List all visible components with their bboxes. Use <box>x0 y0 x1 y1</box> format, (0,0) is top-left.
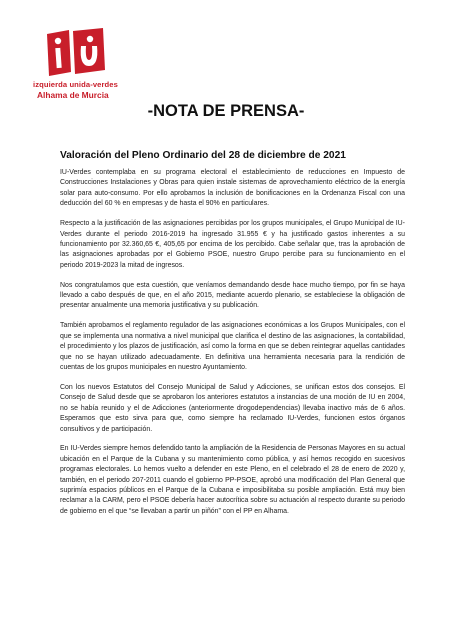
article-heading: Valoración del Pleno Ordinario del 28 de diciembre de 2021 <box>60 150 346 161</box>
paragraph: IU-Verdes contemplaba en su programa electoral el establecimiento de reducciones en Impuesto de Construcciones Instalaciones y Obras para quien instale sistemas de aprovechamiento eléctrico de la energía solar para auto-consumo. Por ello aprobamos la inclusión de bonificaciones en la Ordenanza Fiscal con una deducción del 60 % en empresas y de hasta el 90% en particulares. <box>60 169 405 208</box>
paragraph: Nos congratulamos que esta cuestión, que veníamos demandando desde hace mucho tiempo, por fin se haya llevado a cabo después de que, en el año 2015, mediante acuerdo plenario, se estableciese la obligación de presentar anualmente una memoria justificativa y su publicación. <box>60 281 405 310</box>
paragraph: En IU-Verdes siempre hemos defendido tanto la ampliación de la Residencia de Personas Mayores en su actual ubicación en el Parque de la Cubana y su mantenimiento como pública, y así hemos recogido en sucesivos programas electorales. Lo hemos vuelto a defender en este Pleno, en el celebrado el 28 de enero de 2020 y, también, en el periodo 207-2011 cuando el gobierno PP-PSOE, aprobó una modificación del Plan General que suprimía espacios públicos en el Parque de la Cubana e imposibilitaba su posible ampliación. Está muy bien reclamar a la CARM, pero el PSOE debería hacer autocrítica sobre su actuación al respecto durante su periodo de gobierno en el que “se llevaban a partir un piñón” con el PP en Alhama. <box>60 445 405 515</box>
paragraph: Con los nuevos Estatutos del Consejo Municipal de Salud y Adicciones, se unifican estos dos consejos. El Consejo de Salud desde que se aprobaron los anteriores estatutos a instancias de una moción de IU en 2004, no se había reunido y el de Adicciones (anteriormente drogodependencias) llevaba inactivo más de 6 años. Esperamos que esto sirva para que, como siempre ha reclamado IU-Verdes, funcionen estos órganos consultivos y de participación. <box>60 383 405 433</box>
organization-location: Alhama de Murcia <box>37 90 109 100</box>
paragraph: También aprobamos el reglamento regulador de las asignaciones económicas a los Grupos Municipales, con el que se implementa una normativa a nivel municipal que clarifica el destino de las asignaciones, la contabilidad, el procedimiento y los plazos de justificación, así como la forma en que se deben reintegrar aquellas cantidades que no se hayan utilizado adecuadamente. En definitiva una herramienta necesaria para la rendición de cuentas de los grupos municipales en nuestro Ayuntamiento. <box>60 322 405 371</box>
document-title: -NOTA DE PRENSA- <box>147 102 305 120</box>
article-body <box>60 168 405 527</box>
organization-logo <box>33 28 123 113</box>
iu-logo-icon <box>43 28 107 78</box>
organization-name: izquierda unida-verdes <box>33 80 118 89</box>
paragraph: Respecto a la justificación de las asignaciones percibidas por los grupos municipales, el Grupo Municipal de IU-Verdes durante el periodo 2016-2019 ha ingresado 31.955 € y ha justificado gastos inherentes a su funcionamiento por 32.360,65 €, 405,65 por encima de los percibido. Cabe señalar que, tras la aprobación de las asignaciones aprobadas por el Gobierno PSOE, nuestro Grupo percibe para su funcionamiento en el periodo 2019-2023 la mitad de ingresos. <box>60 220 405 269</box>
